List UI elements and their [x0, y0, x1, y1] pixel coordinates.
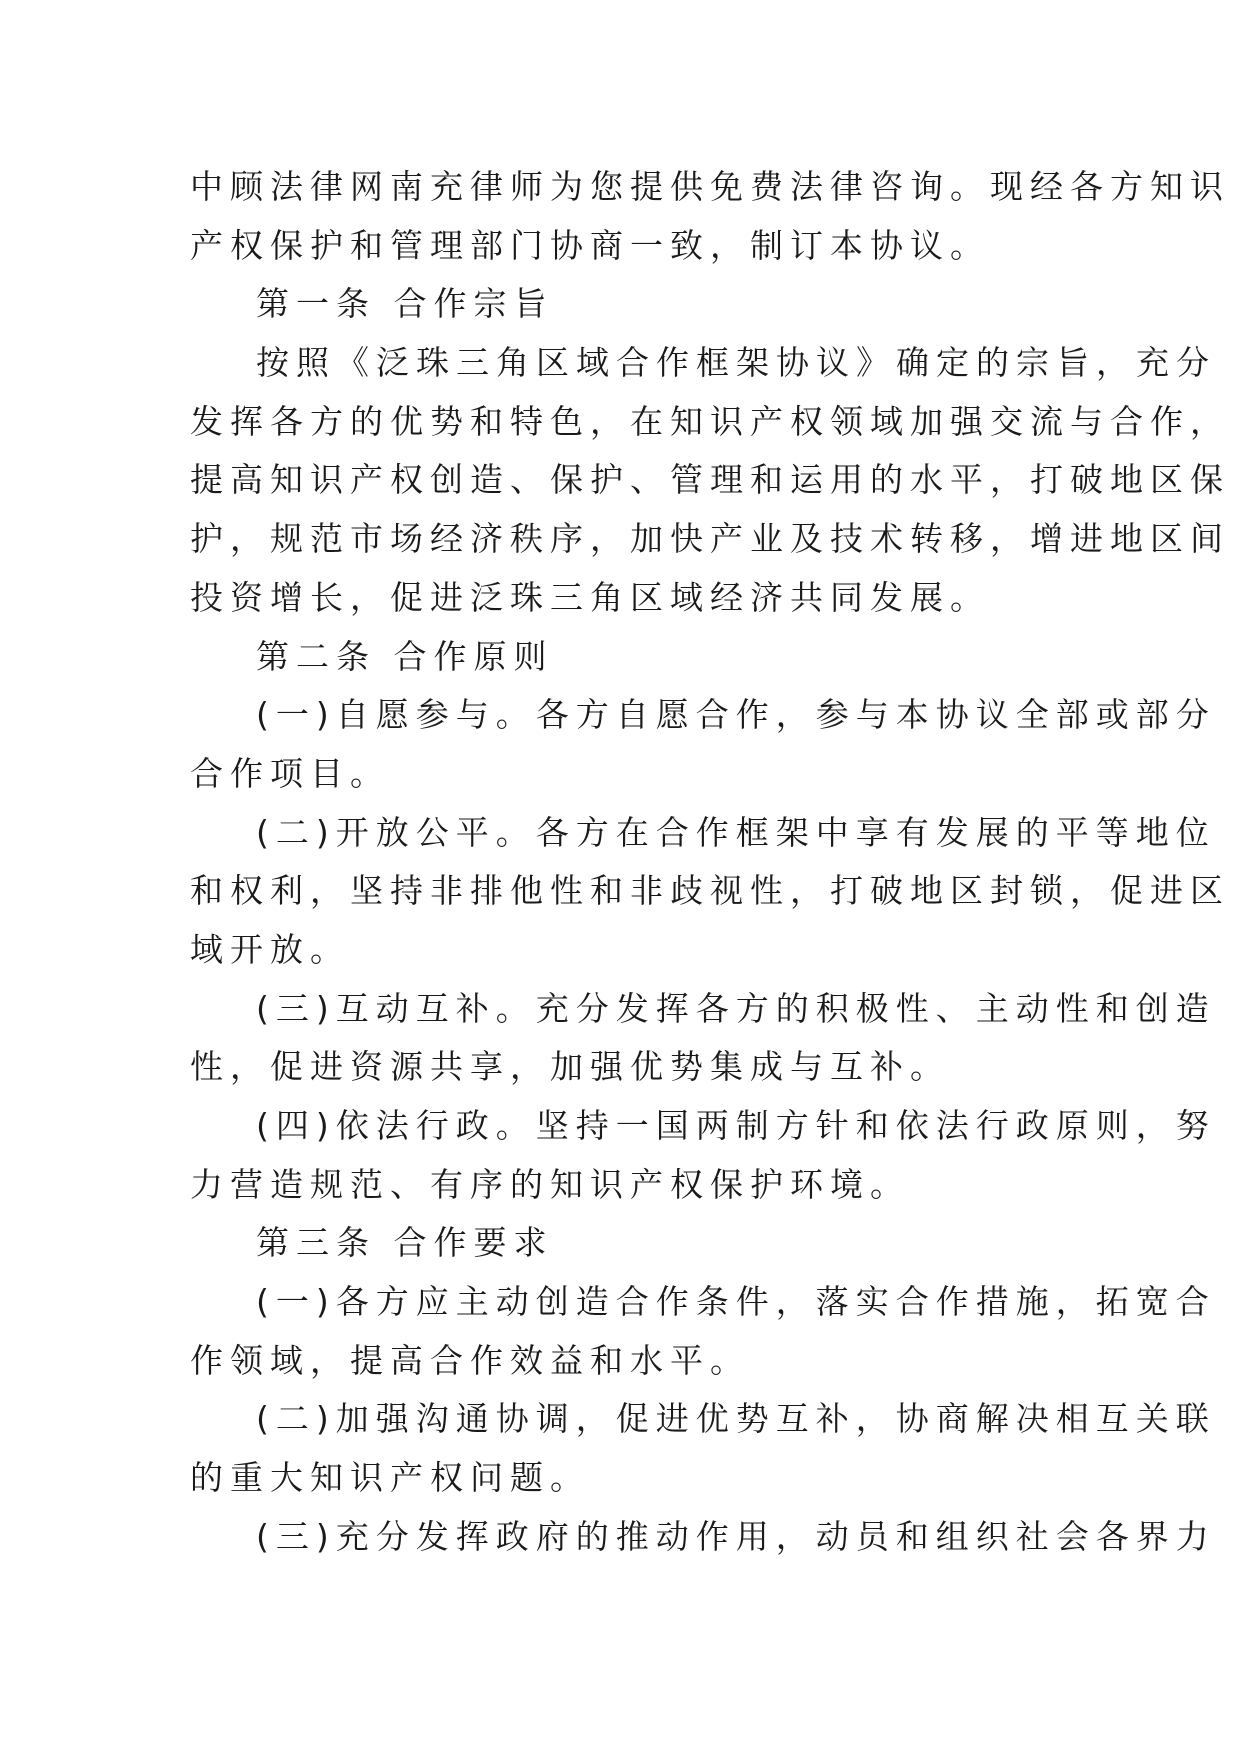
article-heading-3: 第三条 合作要求	[256, 1223, 554, 1263]
body-line: 投资增长，促进泛珠三角区域经济共同发展。	[190, 577, 990, 617]
body-line: 提高知识产权创造、保护、管理和运用的水平，打破地区保	[190, 460, 1230, 500]
article-heading-2: 第二条 合作原则	[256, 636, 554, 676]
body-line: (三)互动互补。充分发挥各方的积极性、主动性和创造	[256, 988, 1216, 1028]
body-line: 护，规范市场经济秩序，加快产业及技术转移，增进地区间	[190, 519, 1230, 559]
body-line: 的重大知识产权问题。	[190, 1458, 590, 1498]
body-line: 按照《泛珠三角区域合作框架协议》确定的宗旨，充分	[256, 343, 1216, 383]
body-line: 合作项目。	[190, 753, 390, 793]
body-line: 域开放。	[190, 929, 350, 969]
body-line: (二)开放公平。各方在合作框架中享有发展的平等地位	[256, 812, 1216, 852]
body-line: (一)各方应主动创造合作条件，落实合作措施，拓宽合	[256, 1282, 1216, 1322]
body-line: (三)充分发挥政府的推动作用，动员和组织社会各界力	[256, 1516, 1216, 1556]
body-line: 作领域，提高合作效益和水平。	[190, 1340, 750, 1380]
body-line: 中顾法律网南充律师为您提供免费法律咨询。现经各方知识	[190, 167, 1230, 206]
body-line: (二)加强沟通协调，促进优势互补，协商解决相互关联	[256, 1399, 1216, 1439]
body-line: 力营造规范、有序的知识产权保护环境。	[190, 1164, 910, 1204]
body-line: 性，促进资源共享，加强优势集成与互补。	[190, 1047, 950, 1087]
document-body	[190, 158, 1230, 1567]
body-line: (四)依法行政。坚持一国两制方针和依法行政原则，努	[256, 1106, 1216, 1145]
article-heading-1: 第一条 合作宗旨	[256, 284, 554, 324]
body-line: 和权利，坚持非排他性和非歧视性，打破地区封锁，促进区	[190, 871, 1230, 911]
body-line: (一)自愿参与。各方自愿合作，参与本协议全部或部分	[256, 695, 1216, 735]
body-line: 产权保护和管理部门协商一致，制订本协议。	[190, 225, 990, 265]
body-line: 发挥各方的优势和特色，在知识产权领域加强交流与合作，	[190, 401, 1230, 441]
